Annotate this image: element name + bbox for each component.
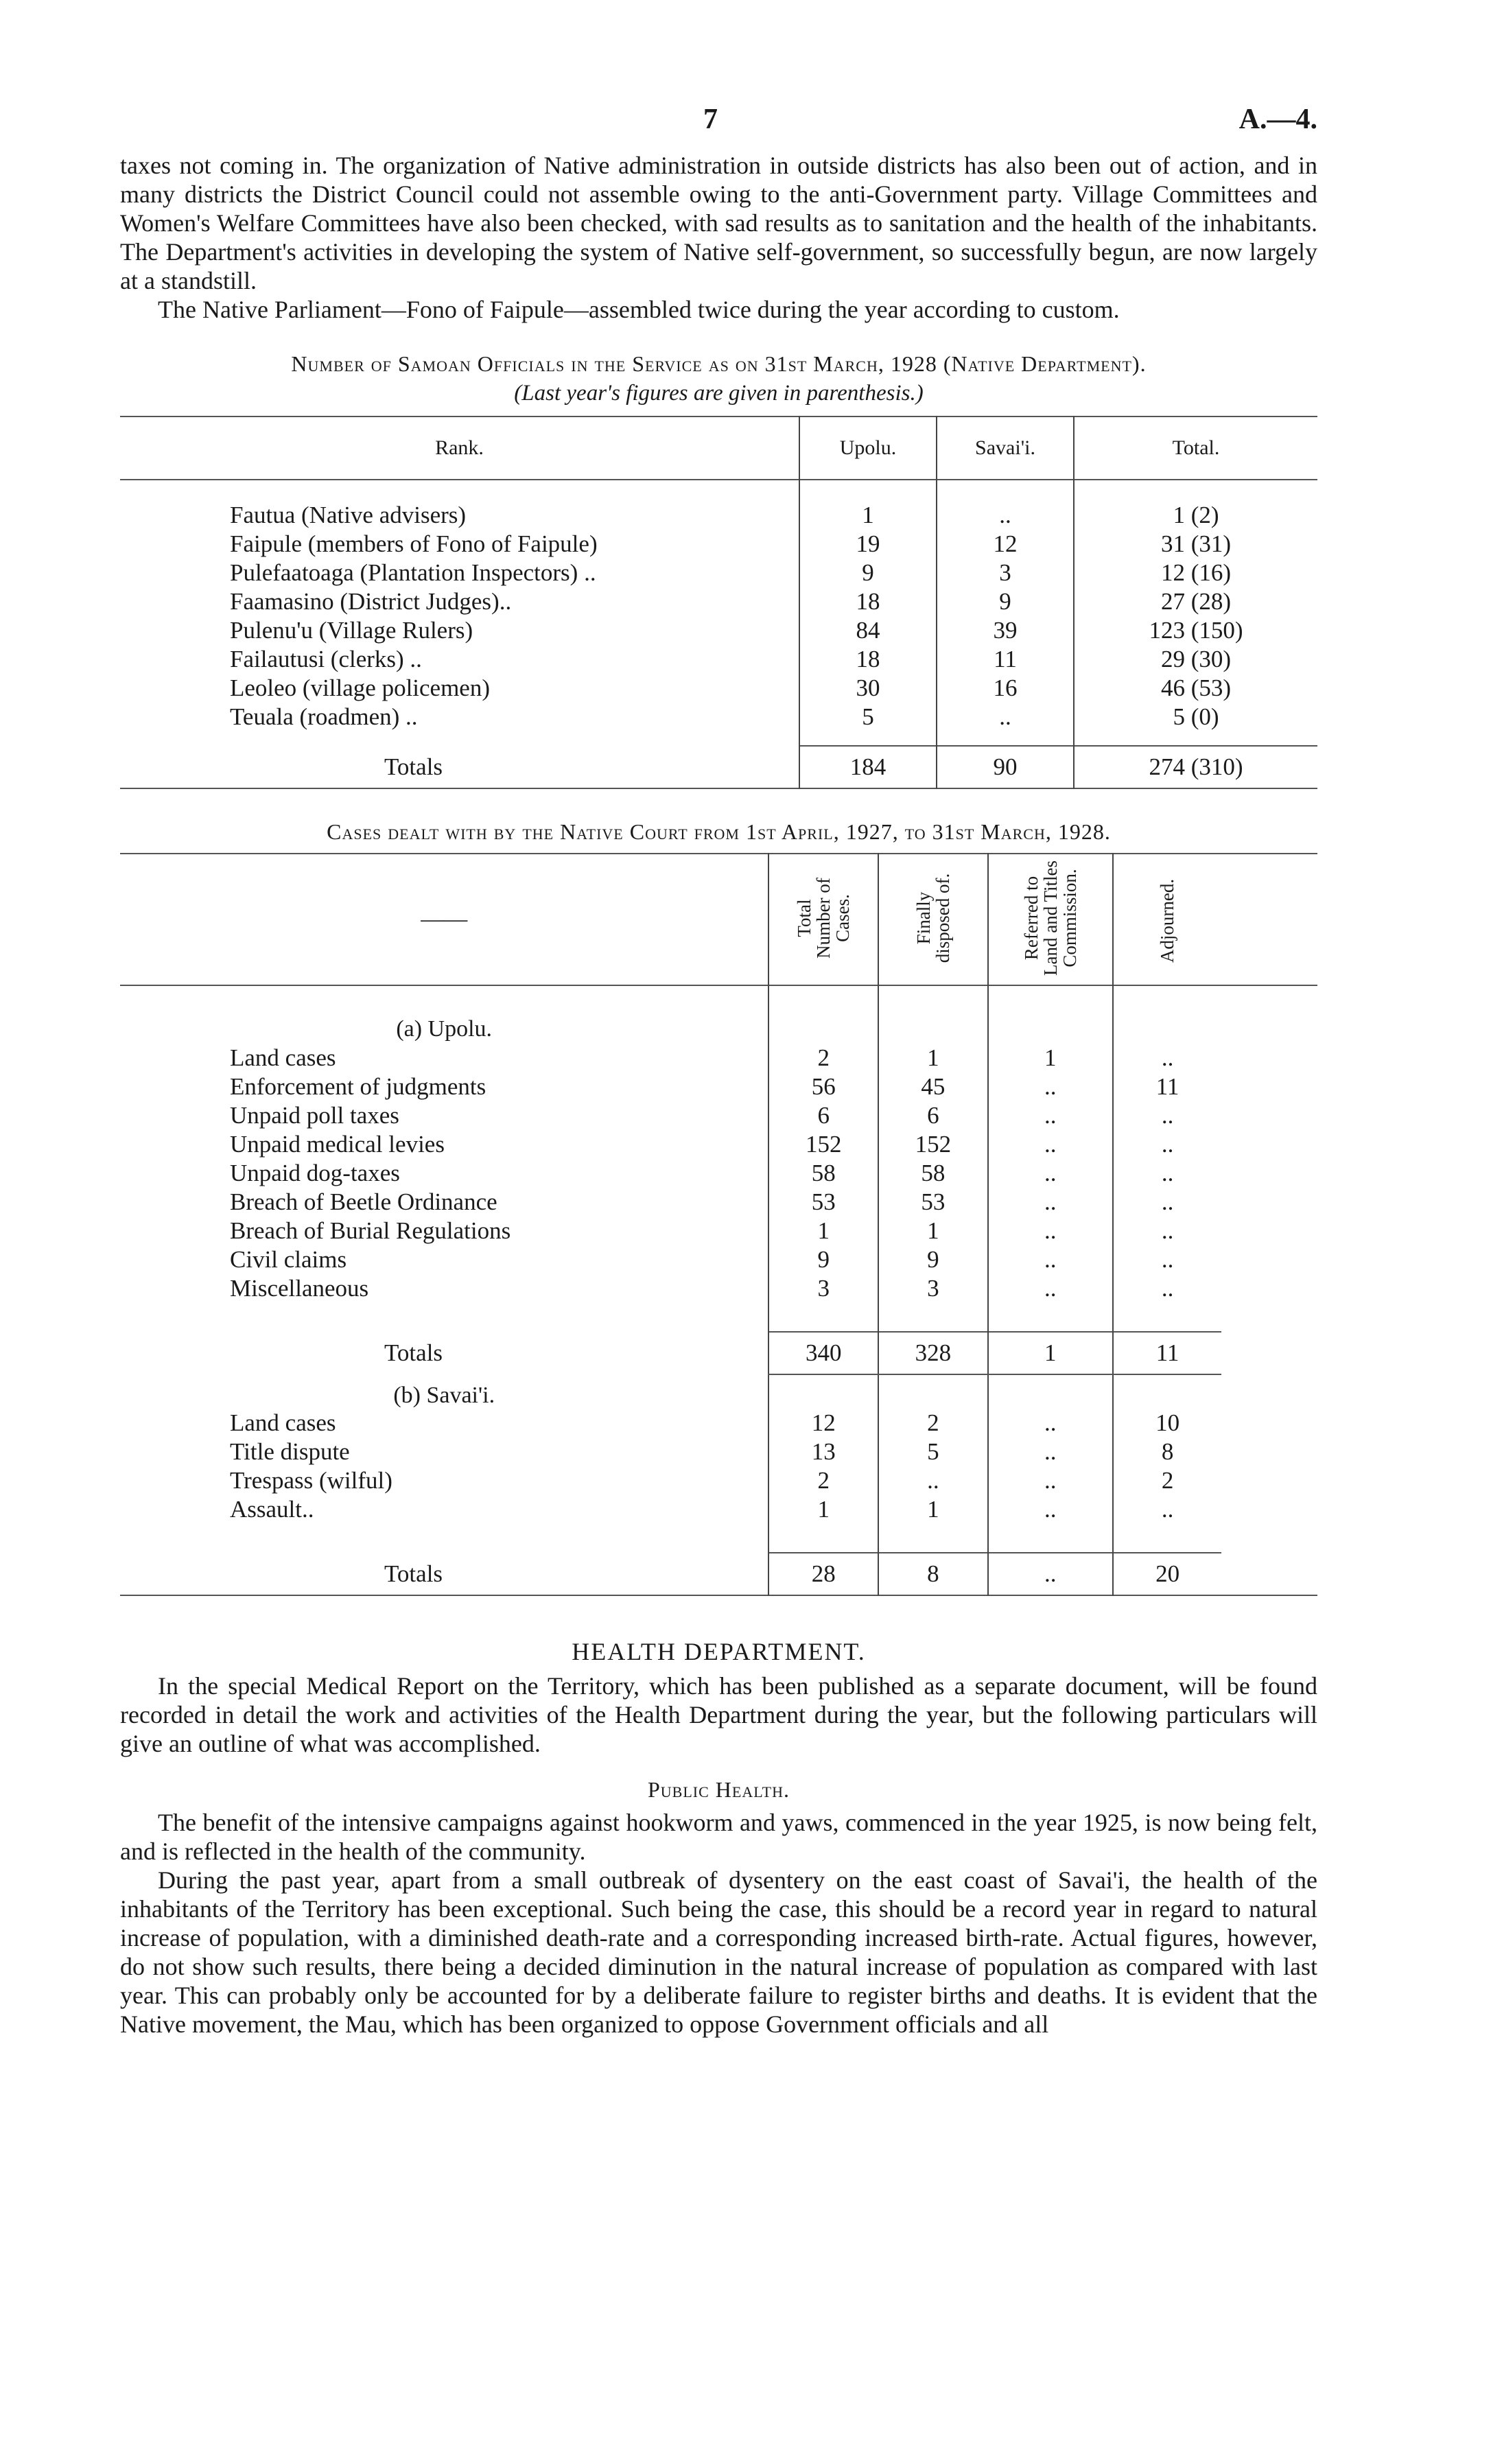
officials-table	[120, 416, 1317, 789]
col-header-upolu: Upolu.	[799, 416, 937, 480]
col-header-finally-disposed: Finally disposed of.	[913, 873, 953, 963]
intro-paragraph: taxes not coming in. The organization of Native administration in outside districts has also been out of action, and in many districts the District Council could not assemble owing to the anti-Government party. Village Committees and Women's Welfare Committees have also been checked, with sad results as to sanitation and the health of the inhabitants. The Department's activities in developing the system of Native self-government, so successfully begun, are now largely at a standstill.	[120, 152, 1317, 294]
table-row: Unpaid medical levies 152 152 .. ..	[120, 1130, 1317, 1159]
upolu-totals-row: Totals 340 328 1 11	[120, 1332, 1317, 1374]
col-header-savaii: Savai'i.	[937, 416, 1074, 480]
table-row: Unpaid dog-taxes 58 58 .. ..	[120, 1159, 1317, 1188]
col-header-rank: Rank.	[435, 436, 484, 459]
document-page	[120, 96, 1317, 2039]
page-header	[120, 96, 1317, 151]
document-reference: A.—4.	[1238, 104, 1317, 135]
savaii-section-heading: (b) Savai'i.	[393, 1383, 495, 1408]
table-row: Leoleo (village policemen) 30 16 46 (53)	[120, 674, 1317, 703]
health-department-heading: HEALTH DEPARTMENT.	[572, 1638, 866, 1665]
savaii-totals-row: Totals 28 8 .. 20	[120, 1553, 1317, 1595]
table-row: Miscellaneous 3 3 .. ..	[120, 1274, 1317, 1303]
table-row: Land cases 12 2 .. 10	[120, 1409, 1317, 1438]
table-row: Breach of Beetle Ordinance 53 53 .. ..	[120, 1188, 1317, 1217]
public-health-paragraph: The benefit of the intensive campaigns against hookworm and yaws, commenced in the year 1925, is now being felt, and is reflected in the health of the community.	[120, 1809, 1317, 1865]
col-header-total-cases: Total Number of Cases.	[794, 878, 854, 959]
cases-table-caption: Cases dealt with by the Native Court from 1st April, 1927, to 31st March, 1928.	[327, 819, 1111, 844]
table-row: Title dispute 13 5 .. 8	[120, 1438, 1317, 1466]
officials-totals-row: Totals 184 90 274 (310)	[120, 746, 1317, 788]
officials-table-caption: Number of Samoan Officials in the Service as on 31st March, 1928 (Native Department).	[291, 351, 1147, 376]
table-row: Teuala (roadmen) .. 5 .. 5 (0)	[120, 703, 1317, 731]
table-row: Failautusi (clerks) .. 18 11 29 (30)	[120, 645, 1317, 674]
table-row: Land cases 2 1 1 ..	[120, 1044, 1317, 1072]
table-row: Pulefaatoaga (Plantation Inspectors) .. 9 3 12 (16)	[120, 559, 1317, 587]
fono-paragraph: The Native Parliament—Fono of Faipule—assembled twice during the year according to custom.	[158, 296, 1120, 323]
cases-header-row	[120, 854, 1317, 985]
officials-header-row	[120, 416, 1317, 480]
col-header-total: Total.	[1074, 416, 1317, 480]
table-row: Unpaid poll taxes 6 6 .. ..	[120, 1101, 1317, 1130]
table-row: Faamasino (District Judges).. 18 9 27 (28)	[120, 587, 1317, 616]
cases-header-corner: ——	[421, 906, 468, 932]
table-row: Civil claims 9 9 .. ..	[120, 1245, 1317, 1274]
page-number: 7	[703, 104, 718, 135]
public-health-heading: Public Health.	[648, 1777, 790, 1802]
table-row: Assault.. 1 1 .. ..	[120, 1495, 1317, 1524]
table-row: Faipule (members of Fono of Faipule) 19 12 31 (31)	[120, 530, 1317, 559]
table-row: Trespass (wilful) 2 .. .. 2	[120, 1466, 1317, 1495]
cases-table	[120, 853, 1317, 1596]
officials-table-subcaption: (Last year's figures are given in parenthesis.)	[514, 381, 924, 406]
upolu-section-heading: (a) Upolu.	[396, 1016, 493, 1042]
public-health-paragraph: During the past year, apart from a small outbreak of dysentery on the east coast of Savai'i, the health of the inhabitants of the Territory has been exceptional. Such being the case, this should be a record year in regard to natural increase of population, with a diminished death-rate and a corresponding increased birth-rate. Actual figures, however, do not show such results, there being a decided diminution in the natural increase of population as compared with last year. This can probably only be accounted for by a deliberate failure to register births and deaths. It is evident that the Native movement, the Mau, which has been organized to oppose Government officials and all	[120, 1866, 1317, 2038]
table-row: Pulenu'u (Village Rulers) 84 39 123 (150)	[120, 616, 1317, 645]
health-intro-paragraph: In the special Medical Report on the Territory, which has been published as a separate document, will be found recorded in detail the work and activities of the Health Department during the year, but the following particulars will give an outline of what was accomplished.	[120, 1672, 1317, 1757]
col-header-referred: Referred to Land and Titles Commission.	[1020, 860, 1080, 976]
table-row: Fautua (Native advisers) 1 .. 1 (2)	[120, 501, 1317, 530]
col-header-adjourned: Adjourned.	[1157, 878, 1178, 963]
table-row: Breach of Burial Regulations 1 1 .. ..	[120, 1217, 1317, 1245]
table-row: Enforcement of judgments 56 45 .. 11	[120, 1072, 1317, 1101]
